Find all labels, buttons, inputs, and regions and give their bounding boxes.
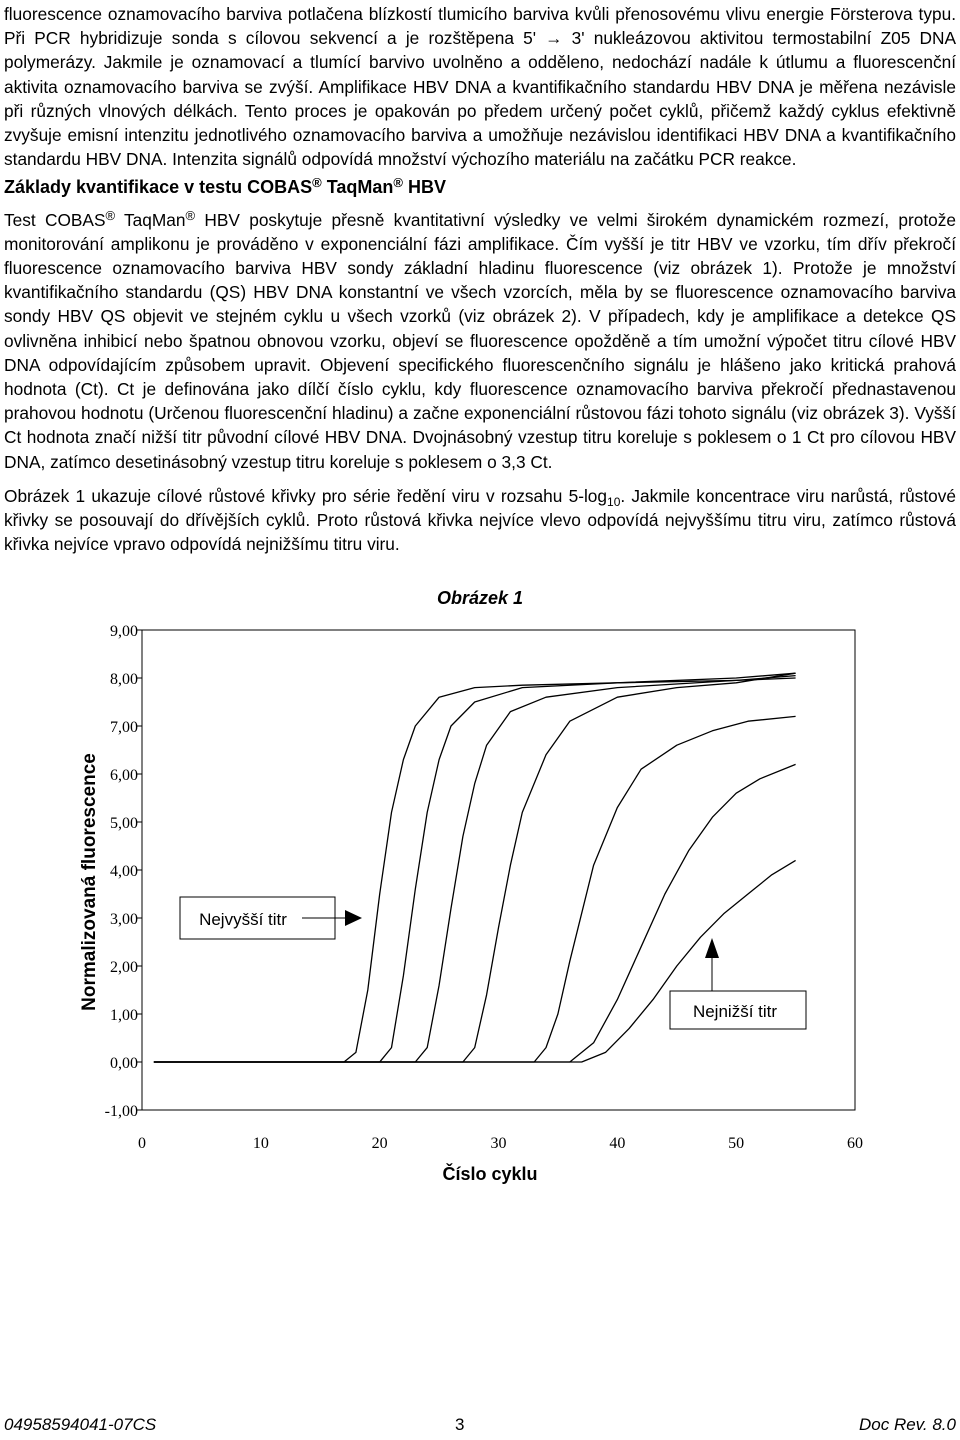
paragraph-intro: fluorescence oznamovacího barviva potlačena blízkostí tlumicího barviva kvůli přenosovému vlivu energie Försterova typu. Při PCR hybridizuje sonda s cílovou sekvencí a je rozštěpena 5' → 3' nukleázovou aktivitou termostabilní Z05 DNA polymerázy. Jakmile je oznamovací a tlumící barvivo uvolněno a odděleno, nedochází nadále k útlumu a fluorescenční aktivita oznamovacího barviva se zvýší. Amplifikace HBV DNA a kvantifikačního standardu HBV DNA je měřena nezávisle při různých vlnových délkách. Tento proces je opakován po předem určený počet cyklů, přičemž každý cyklus efektivně zvyšuje emisní intenzitu jednotlivého oznamovacího barviva a umožňuje nezávislou identifikaci HBV DNA a kvantifikačního standardu HBV DNA. Intenzita signálů odpovídá množství výchozího materiálu na začátku PCR reakce. [4, 4, 956, 170]
heading-part: HBV [402, 177, 446, 198]
y-tick-label: 9,00 [110, 623, 138, 640]
registered-mark: ® [105, 207, 116, 223]
x-tick-label: 20 [371, 1135, 388, 1152]
subscript: 10 [607, 494, 621, 509]
paragraph-figure-description [4, 484, 956, 557]
x-tick-label: 40 [609, 1135, 626, 1152]
annotation-highest-label: Nejvyšší titr [199, 910, 287, 929]
y-axis-label: Normalizovaná fluorescence [79, 753, 100, 1011]
figure-1-chart [0, 578, 960, 1198]
y-tick-label: 3,00 [110, 911, 138, 928]
paragraph-part: . Jakmile koncentrace viru narůstá, růstové křivky se posouvají do dřívějších cyklů. Proto růstová křivka nejvíce vlevo odpovídá nejvyššímu titru viru, zatímco růstová křivka nejvíce vpravo odpovídá nejnižšímu titru viru. [4, 485, 956, 555]
footer-code: 04958594041-07CS [4, 1415, 157, 1434]
annotation-lowest-label: Nejnižší titr [692, 1002, 778, 1021]
x-tick-label: 10 [252, 1135, 269, 1152]
x-tick-label: 50 [728, 1135, 745, 1152]
heading-part: Základy kvantifikace v testu COBAS [4, 177, 313, 198]
y-tick-label: 7,00 [110, 719, 138, 736]
y-tick-label: 6,00 [110, 767, 138, 784]
y-tick-label: 5,00 [110, 815, 138, 832]
chart-title: Obrázek 1 [436, 588, 524, 608]
y-tick-label: 0,00 [110, 1055, 138, 1072]
footer-revision: Doc Rev. 8.0 [858, 1415, 956, 1434]
registered-mark: ® [393, 175, 403, 191]
y-tick-label: 8,00 [110, 671, 138, 688]
registered-mark: ® [312, 175, 322, 191]
section-heading [4, 175, 956, 199]
paragraph-part: TaqMan [115, 209, 186, 230]
annotation-highest [180, 897, 362, 939]
y-tick-label: -1,00 [104, 1103, 138, 1120]
x-axis [138, 1135, 863, 1152]
heading-part: TaqMan [321, 177, 394, 198]
paragraph-part: HBV poskytuje přesně kvantitativní výsledky ve velmi širokém dynamickém rozmezí, protože monitorování amplikonu je prováděno v exponenciální fázi amplifikace. Čím vyšší je titr HBV ve vzorku, tím dřív překročí fluorescence oznamovacího barviva HBV sondy základní hladinu fluorescence (viz obrázek 1). Protože je množství kvantifikačního standardu (QS) HBV DNA konstantní ve všech vzorcích, měla by se fluorescence oznamovacího barviva sondy HBV QS objevit ve stejném cyklu u všech vzorků (viz obrázek 2). V případech, kdy je amplifikace a detekce QS ovlivněna inhibicí nebo špatnou obnovou vzorku, objeví se fluorescence opožděně a tím umožní výpočet titru cílové HBV DNA odpovídajícím způsobem upravit. Objevení specifického fluorescenčního signálu je hlášeno jako kritická prahová hodnota (Ct). Ct je definována jako dílčí číslo cyklu, kdy fluorescence oznamovacího barviva překročí přednastavenou prahovou hodnotu (Určenou fluorescenční hladinu) a začne exponenciální růstovou fázi tohoto signálu (viz obrázek 3). Vyšší Ct hodnota značí nižší titr původní cílové HBV DNA. Dvojnásobný vzestup titru koreluje s poklesem o 1 Ct pro cílovou HBV DNA, zatímco desetinásobný vzestup titru koreluje s poklesem o 3,3 Ct. [4, 209, 957, 472]
y-tick-label: 1,00 [110, 1007, 138, 1024]
registered-mark: ® [185, 207, 196, 223]
body-text [4, 2, 956, 556]
plot-area [142, 630, 855, 1110]
paragraph-quantification [4, 208, 956, 474]
x-tick-label: 60 [847, 1135, 863, 1152]
x-tick-label: 30 [490, 1135, 507, 1152]
y-axis [105, 623, 142, 1120]
footer-page-number: 3 [455, 1415, 465, 1434]
x-tick-label: 0 [138, 1135, 146, 1152]
y-tick-label: 2,00 [110, 959, 138, 976]
x-axis-label: Číslo cyklu [442, 1164, 538, 1184]
paragraph-part: Obrázek 1 ukazuje cílové růstové křivky pro série ředění viru v rozsahu 5-log [4, 485, 608, 506]
y-tick-label: 4,00 [110, 863, 138, 880]
paragraph-part: Test COBAS [4, 209, 106, 230]
